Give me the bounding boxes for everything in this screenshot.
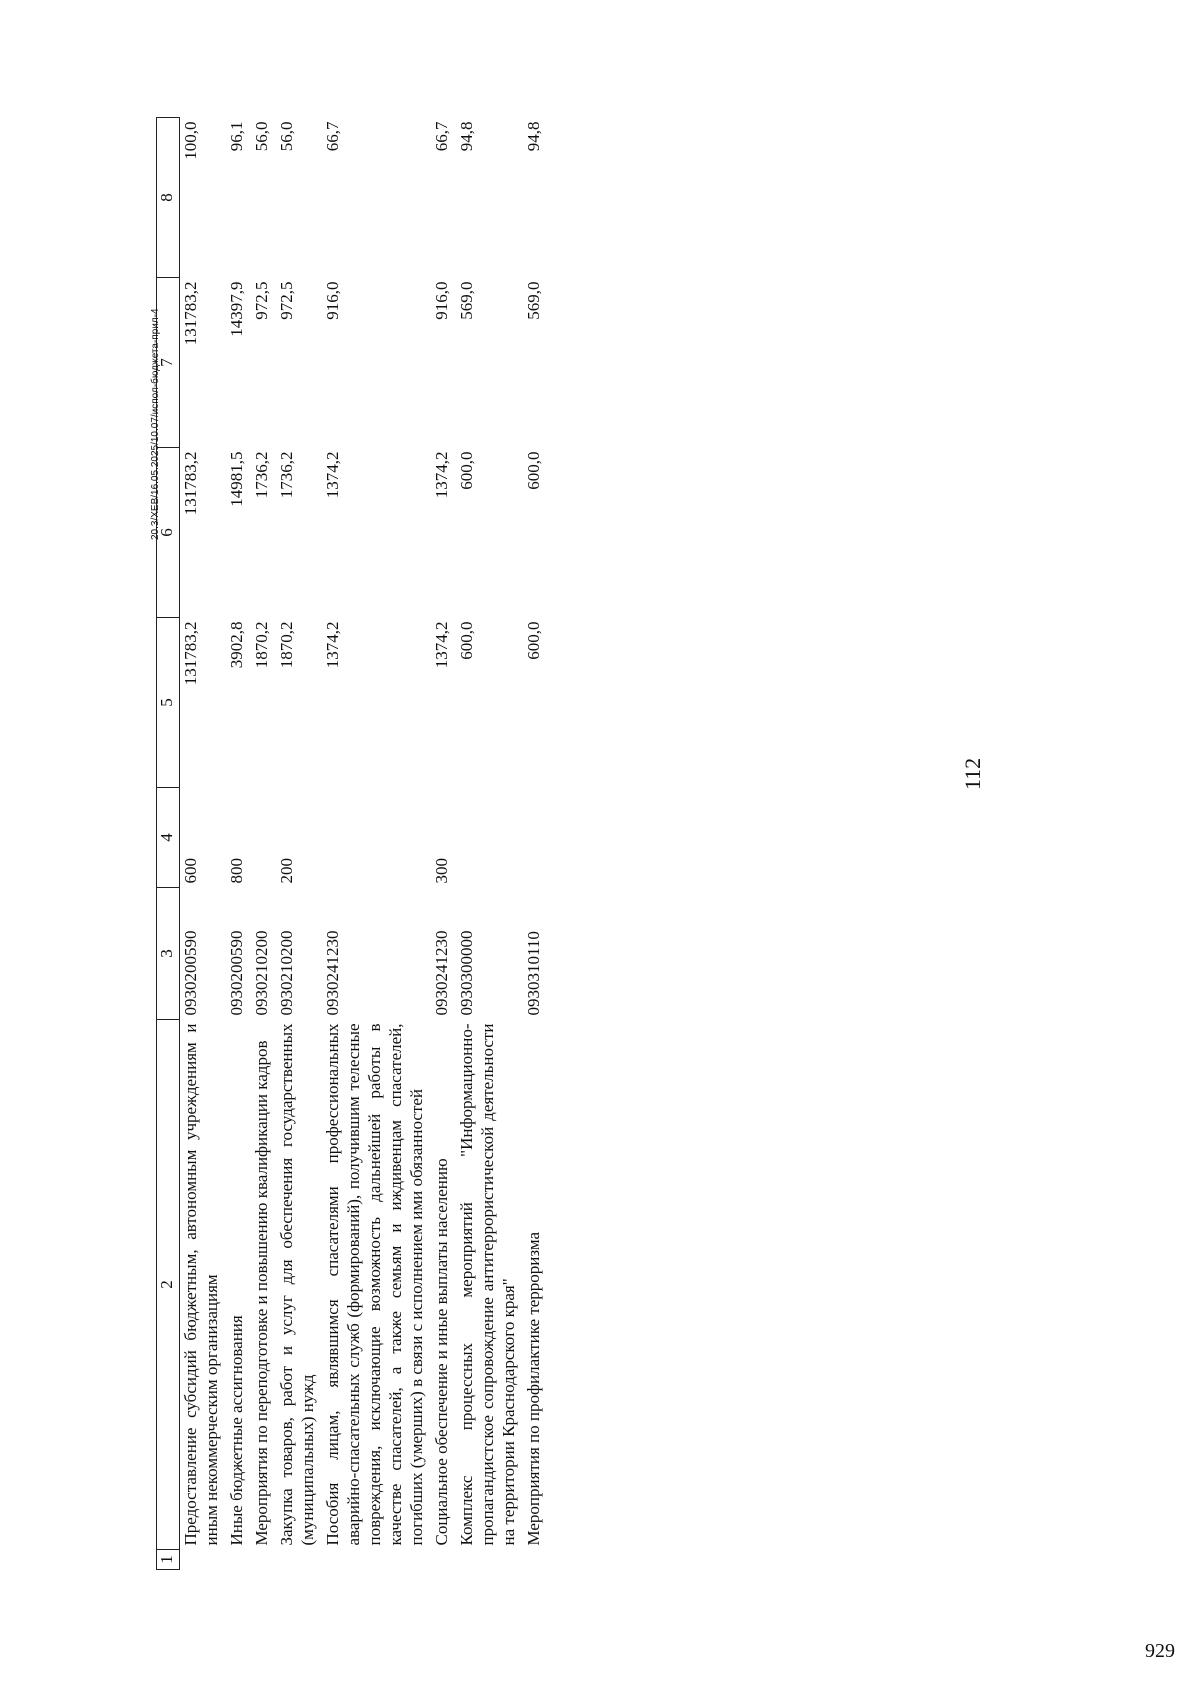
row-value-7: 972,5 [277,281,296,320]
row-expense-type [318,788,427,888]
row-value-6: 14981,5 [227,451,246,507]
row-value-7: 916,0 [432,281,451,320]
row-value-7: 916,0 [323,281,342,320]
row-value-8: 66,7 [432,121,451,152]
header-col-8: 8 [157,118,180,278]
page-number-top: 112 [960,757,985,790]
row-description: Мероприятия по переподготовке и повышению квалификации кадров [252,1040,271,1546]
table-row [318,118,427,1570]
row-value-7: 569,0 [524,281,543,320]
row-value-7: 569,0 [457,281,476,320]
row-value-5: 1374,2 [323,621,342,669]
row-value-6: 1736,2 [252,451,271,499]
row-expense-type [247,788,272,888]
row-description: Иные бюджетные ассигнования [227,1315,246,1546]
row-value-5: 3902,8 [227,621,246,669]
row-value-5: 1870,2 [252,621,271,669]
row-code: 0930200590 [181,930,200,1016]
row-value-6: 600,0 [524,451,543,490]
row-value-8: 94,8 [457,121,476,152]
row-code: 0930241230 [432,930,451,1016]
header-col-2: 2 [157,1020,180,1550]
table-row [427,118,452,1570]
row-code: 0930210200 [277,930,296,1016]
table-row [247,118,272,1570]
row-value-6: 1736,2 [277,451,296,499]
table-row [180,118,223,1570]
row-value-8: 94,8 [524,121,543,152]
row-code: 0930300000 [457,930,476,1016]
row-value-7: 14397,9 [227,281,246,337]
row-code: 0930241230 [323,930,342,1016]
row-value-7: 131783,2 [181,281,200,346]
row-code: 0930200590 [227,930,246,1016]
row-expense-type [519,788,544,888]
table-row [222,118,247,1570]
row-value-8: 56,0 [252,121,271,152]
row-value-6: 1374,2 [323,451,342,499]
row-code: 0930310110 [524,931,543,1016]
row-description: Социальное обеспечение и иные выплаты населению [432,1158,451,1546]
row-value-5: 600,0 [457,621,476,660]
row-description: Закупка товаров, работ и услуг для обеспечения государственных (муниципальных) нужд [277,1023,317,1546]
row-description: Мероприятия по профилактике терроризма [524,1231,543,1546]
header-col-4: 4 [157,788,180,888]
row-description: Пособия лицам, являвшимся спасателями профессиональных аварийно-спасательных служб (формирований), получившим телесные повреждения, исключающие возможность дальнейшей работы в качестве спасателей, а также семьям и иждивенцам спасателей, погибших (умерших) в связи с исполнением ими обязанностей [323,1023,426,1546]
row-value-6: 131783,2 [181,451,200,516]
row-expense-type: 300 [432,858,451,884]
row-value-6: 600,0 [457,451,476,490]
row-expense-type: 200 [277,858,296,884]
table-row [452,118,519,1570]
row-value-8: 56,0 [277,121,296,152]
row-value-5: 600,0 [524,621,543,660]
row-expense-type [452,788,519,888]
row-value-7: 972,5 [252,281,271,320]
header-col-6: 6 [157,448,180,618]
table-row [272,118,318,1570]
row-value-8: 100,0 [181,121,200,160]
footer-document-code: 20.3/ХЕВ/16.05.2025/10.07/испол-бюджета-прил-4 [150,308,161,540]
row-value-5: 131783,2 [181,621,200,686]
rotated-page [140,60,1060,1580]
header-col-7: 7 [157,278,180,448]
header-col-3: 3 [157,888,180,1020]
row-code: 0930210200 [252,930,271,1016]
table-row [519,118,544,1570]
row-description: Комплекс процессных мероприятий "Информационно-пропагандистское сопровождение антитеррористической деятельности на территории Краснодарского края" [457,1023,518,1546]
row-value-8: 96,1 [227,121,246,152]
header-col-5: 5 [157,618,180,788]
row-value-6: 1374,2 [432,451,451,499]
row-expense-type: 800 [227,858,246,884]
page-number-side: 929 [1145,1640,1175,1662]
row-value-5: 1870,2 [277,621,296,669]
row-description: Предоставление субсидий бюджетным, автономным учреждениям и иным некоммерческим организациям [181,1023,221,1546]
row-value-5: 1374,2 [432,621,451,669]
row-expense-type: 600 [181,858,200,884]
budget-table [156,117,544,1570]
header-col-1: 1 [157,1550,180,1570]
row-value-8: 66,7 [323,121,342,152]
